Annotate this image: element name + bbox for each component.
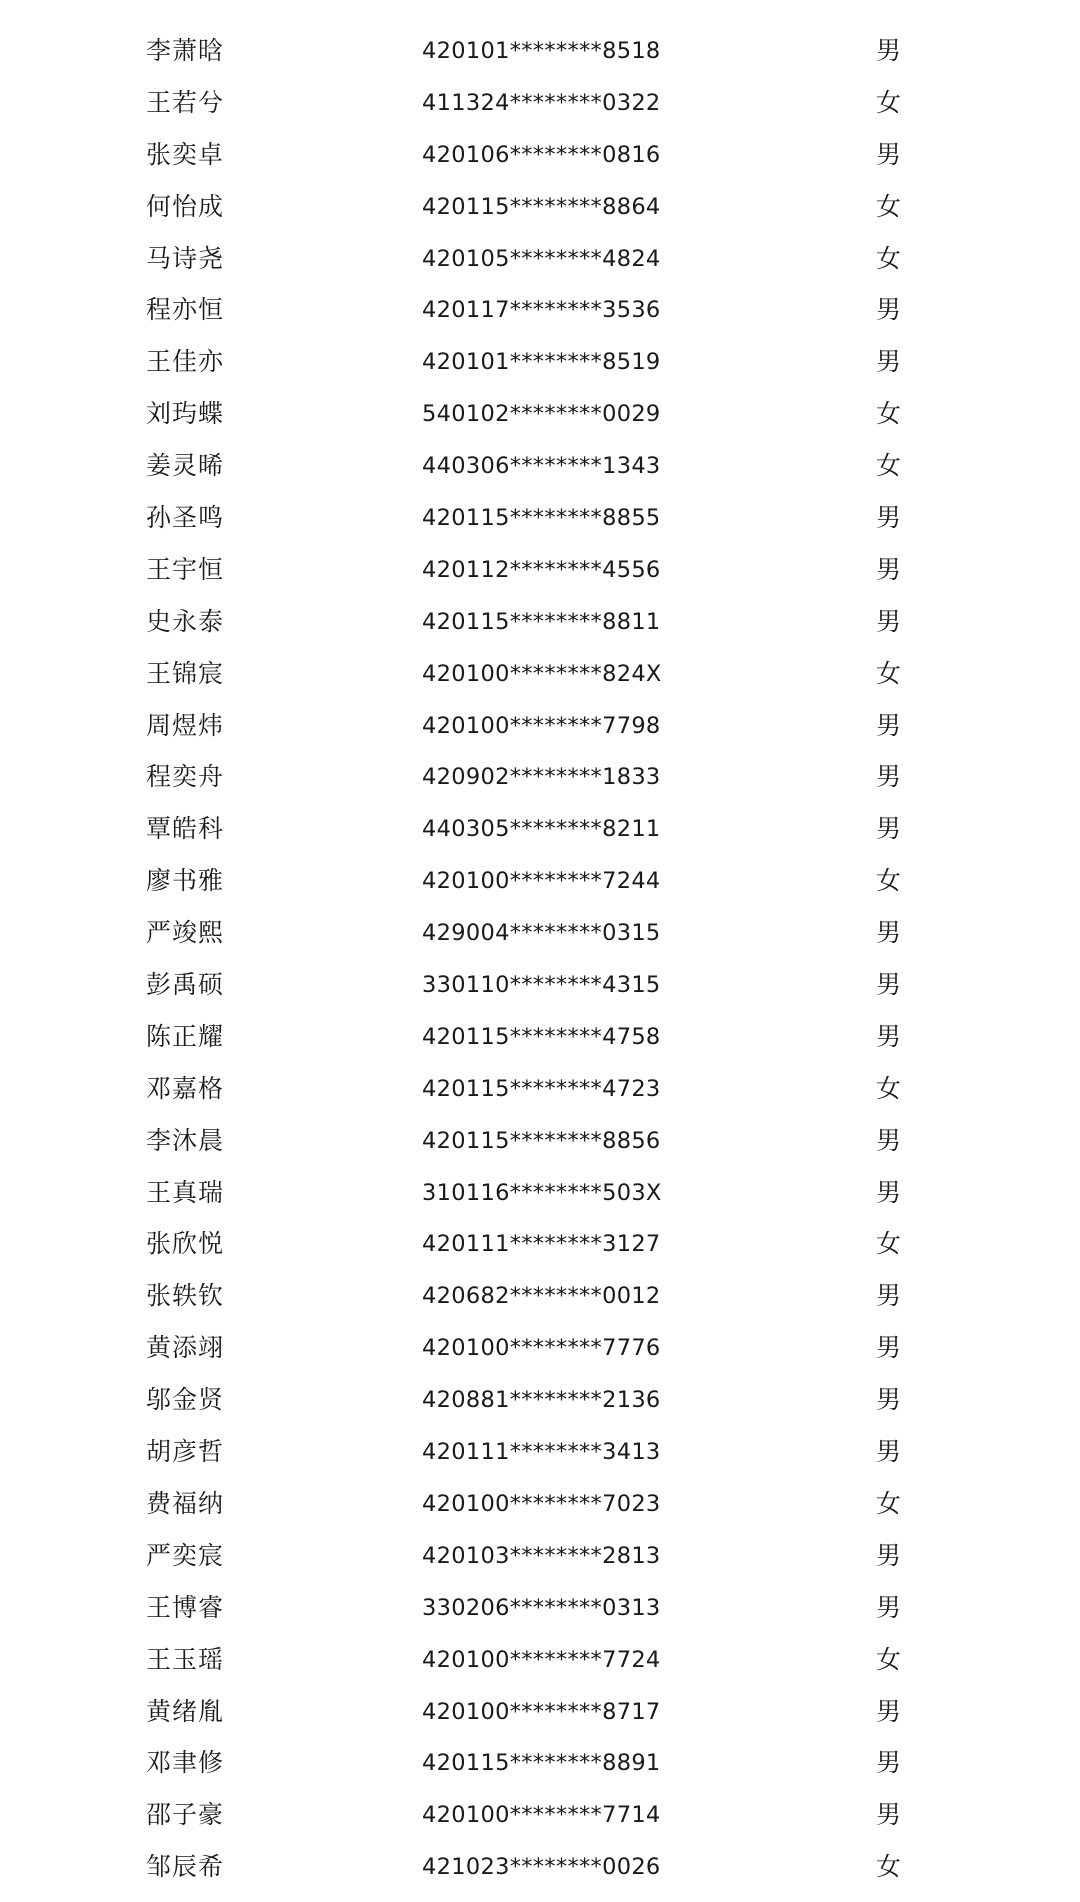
gender: 男: [876, 710, 902, 740]
list-item: [0, 86, 1080, 138]
list-item: [0, 709, 1080, 761]
id-number: 420115********8811: [422, 608, 661, 635]
list-item: [0, 1124, 1080, 1176]
gender: 男: [876, 1540, 902, 1570]
list-item: [0, 968, 1080, 1020]
list-item: [0, 1020, 1080, 1072]
gender: 男: [876, 918, 902, 948]
gender: 男: [876, 295, 902, 325]
list-item: [0, 345, 1080, 397]
list-item: [0, 657, 1080, 709]
student-name: 王真瑞: [146, 1177, 225, 1207]
list-item: [0, 1227, 1080, 1279]
list-item: [0, 605, 1080, 657]
student-name: 黄绪胤: [146, 1696, 225, 1726]
list-item: [0, 1487, 1080, 1539]
gender: 男: [876, 1281, 902, 1311]
id-number: 420682********0012: [422, 1283, 661, 1310]
student-name: 周煜炜: [146, 710, 225, 740]
id-number: 420112********4556: [422, 556, 661, 583]
student-name: 李沐晨: [146, 1125, 225, 1155]
list-item: [0, 397, 1080, 449]
id-number: 420111********3413: [422, 1439, 661, 1466]
student-name: 王宇恒: [146, 554, 225, 584]
student-name: 王锦宸: [146, 658, 225, 688]
roster-list: [0, 34, 1080, 1902]
gender: 男: [876, 1177, 902, 1207]
student-name: 史永泰: [146, 606, 225, 636]
student-name: 邬金贤: [146, 1385, 225, 1415]
gender: 女: [876, 866, 902, 896]
id-number: 420105********4824: [422, 245, 661, 272]
id-number: 420103********2813: [422, 1542, 661, 1569]
gender: 男: [876, 1592, 902, 1622]
list-item: [0, 190, 1080, 242]
gender: 男: [876, 139, 902, 169]
id-number: 440305********8211: [422, 816, 661, 843]
list-item: [0, 449, 1080, 501]
list-item: [0, 1539, 1080, 1591]
id-number: 420100********8717: [422, 1698, 661, 1725]
gender: 男: [876, 970, 902, 1000]
gender: 男: [876, 1437, 902, 1467]
gender: 男: [876, 1385, 902, 1415]
student-name: 覃皓科: [146, 814, 225, 844]
student-name: 严竣熙: [146, 918, 225, 948]
id-number: 420101********8519: [422, 349, 661, 376]
student-name: 胡彦哲: [146, 1437, 225, 1467]
list-item: [0, 1072, 1080, 1124]
gender: 女: [876, 399, 902, 429]
id-number: 330206********0313: [422, 1594, 661, 1621]
gender: 男: [876, 503, 902, 533]
id-number: 540102********0029: [422, 401, 661, 428]
gender: 男: [876, 1333, 902, 1363]
student-name: 张欣悦: [146, 1229, 225, 1259]
student-name: 张奕卓: [146, 139, 225, 169]
list-item: [0, 1850, 1080, 1902]
id-number: 420115********4758: [422, 1023, 661, 1050]
student-name: 廖书雅: [146, 866, 225, 896]
gender: 男: [876, 1800, 902, 1830]
student-name: 张轶钦: [146, 1281, 225, 1311]
id-number: 440306********1343: [422, 453, 661, 480]
gender: 女: [876, 1644, 902, 1674]
id-number: 420100********7724: [422, 1646, 661, 1673]
id-number: 420115********8856: [422, 1127, 661, 1154]
student-name: 李萧晗: [146, 36, 225, 65]
gender: 女: [876, 191, 902, 221]
gender: 女: [876, 87, 902, 117]
gender: 男: [876, 347, 902, 377]
student-name: 程亦恒: [146, 295, 225, 325]
student-name: 邓嘉格: [146, 1073, 225, 1103]
list-item: [0, 1798, 1080, 1850]
list-item: [0, 1435, 1080, 1487]
student-name: 何怡成: [146, 191, 225, 221]
student-name: 刘玙蝶: [146, 399, 225, 429]
list-item: [0, 34, 1080, 86]
id-number: 411324********0322: [422, 89, 661, 116]
student-name: 黄添翊: [146, 1333, 225, 1363]
list-item: [0, 916, 1080, 968]
list-item: [0, 553, 1080, 605]
id-number: 330110********4315: [422, 972, 661, 999]
student-name: 严奕宸: [146, 1540, 225, 1570]
gender: 男: [876, 554, 902, 584]
student-name: 马诗尧: [146, 243, 225, 273]
list-item: [0, 1176, 1080, 1228]
list-item: [0, 1695, 1080, 1747]
gender: 男: [876, 762, 902, 792]
list-item: [0, 501, 1080, 553]
id-number: 420100********7023: [422, 1490, 661, 1517]
student-name: 邹辰希: [146, 1852, 225, 1882]
id-number: 420115********8891: [422, 1750, 661, 1777]
student-name: 程奕舟: [146, 762, 225, 792]
student-name: 邓聿修: [146, 1748, 225, 1778]
list-item: [0, 1746, 1080, 1798]
list-item: [0, 242, 1080, 294]
list-item: [0, 864, 1080, 916]
gender: 男: [876, 1696, 902, 1726]
list-item: [0, 1591, 1080, 1643]
student-name: 王玉瑶: [146, 1644, 225, 1674]
id-number: 420100********7714: [422, 1802, 661, 1829]
id-number: 420111********3127: [422, 1231, 661, 1258]
student-name: 姜灵晞: [146, 451, 225, 481]
id-number: 420115********4723: [422, 1075, 661, 1102]
id-number: 420100********7776: [422, 1335, 661, 1362]
list-item: [0, 1279, 1080, 1331]
gender: 女: [876, 1852, 902, 1882]
id-number: 420115********8864: [422, 193, 661, 220]
student-name: 陈正耀: [146, 1021, 225, 1051]
id-number: 420115********8855: [422, 505, 661, 532]
gender: 男: [876, 1748, 902, 1778]
id-number: 420101********8518: [422, 38, 661, 64]
student-name: 邵子豪: [146, 1800, 225, 1830]
student-name: 王佳亦: [146, 347, 225, 377]
gender: 男: [876, 814, 902, 844]
student-name: 王若兮: [146, 87, 225, 117]
id-number: 310116********503X: [422, 1179, 662, 1206]
id-number: 421023********0026: [422, 1854, 661, 1881]
id-number: 429004********0315: [422, 920, 661, 947]
list-item: [0, 812, 1080, 864]
list-item: [0, 1331, 1080, 1383]
student-name: 王博睿: [146, 1592, 225, 1622]
gender: 男: [876, 36, 902, 65]
list-item: [0, 293, 1080, 345]
gender: 男: [876, 606, 902, 636]
gender: 男: [876, 1125, 902, 1155]
gender: 女: [876, 243, 902, 273]
list-item: [0, 1643, 1080, 1695]
gender: 女: [876, 1073, 902, 1103]
gender: 女: [876, 451, 902, 481]
gender: 女: [876, 1229, 902, 1259]
id-number: 420902********1833: [422, 764, 661, 791]
id-number: 420881********2136: [422, 1387, 661, 1414]
student-name: 费福纳: [146, 1488, 225, 1518]
gender: 女: [876, 1488, 902, 1518]
id-number: 420100********824X: [422, 660, 662, 687]
list-item: [0, 138, 1080, 190]
id-number: 420117********3536: [422, 297, 661, 324]
id-number: 420100********7244: [422, 868, 661, 895]
list-item: [0, 760, 1080, 812]
id-number: 420100********7798: [422, 712, 661, 739]
list-item: [0, 1383, 1080, 1435]
student-name: 孙圣鸣: [146, 503, 225, 533]
gender: 女: [876, 658, 902, 688]
student-name: 彭禹硕: [146, 970, 225, 1000]
gender: 男: [876, 1021, 902, 1051]
id-number: 420106********0816: [422, 141, 661, 168]
